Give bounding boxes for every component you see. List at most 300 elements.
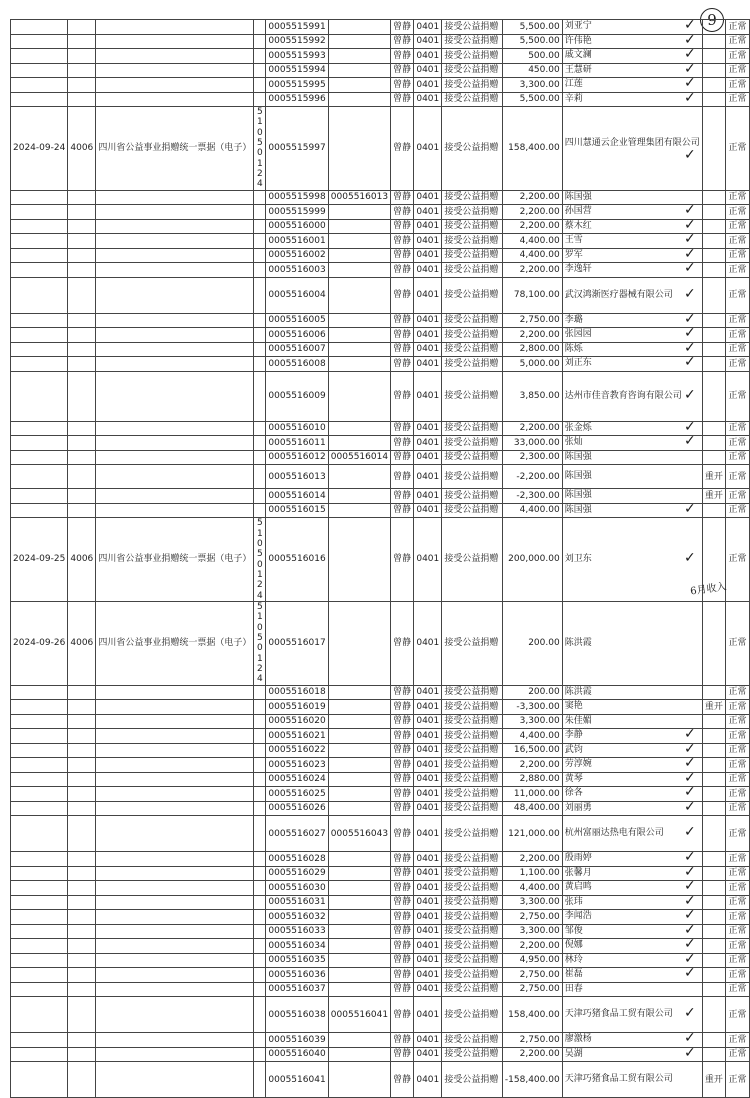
batch-cell: [68, 895, 96, 910]
check-mark-icon: ✓: [683, 342, 696, 356]
code-cell: [254, 866, 266, 881]
reference-cell: [328, 939, 390, 954]
check-mark-icon: ✓: [683, 204, 696, 219]
payer-cell: 张金烁 ✓: [562, 421, 702, 436]
receipt-number-cell: 0005516034: [266, 939, 328, 954]
type-cell: 接受公益捐赠: [442, 63, 502, 78]
operator-cell: 曾静: [391, 910, 414, 925]
type-cell: 接受公益捐赠: [442, 190, 502, 205]
operator-cell: 曾静: [391, 313, 414, 328]
status-cell: 正常: [725, 758, 749, 773]
reference-cell: [328, 205, 390, 220]
operator-cell: 曾静: [391, 787, 414, 802]
type-cell: 接受公益捐赠: [442, 816, 502, 852]
date-cell: [11, 852, 68, 867]
date-cell: [11, 263, 68, 278]
operator-cell: 曾静: [391, 729, 414, 744]
void-cell: [702, 263, 725, 278]
payer-cell: 王慧研 ✓: [562, 63, 702, 78]
account-code-cell: 0401: [414, 63, 442, 78]
operator-cell: 曾静: [391, 205, 414, 220]
void-cell: [702, 78, 725, 93]
table-row: [11, 107, 750, 191]
category-cell: [96, 63, 254, 78]
table-row: [11, 895, 750, 910]
batch-cell: [68, 881, 96, 896]
status-cell: 正常: [725, 107, 749, 191]
table-row: [11, 518, 750, 602]
void-cell: [702, 34, 725, 49]
receipt-number-cell: 0005516041: [266, 1062, 328, 1098]
receipt-number-cell: 0005516007: [266, 342, 328, 357]
category-cell: [96, 234, 254, 249]
operator-cell: 曾静: [391, 881, 414, 896]
check-mark-icon: ✓: [683, 824, 696, 840]
table-row: [11, 190, 750, 205]
table-row: [11, 881, 750, 896]
type-cell: 接受公益捐赠: [442, 881, 502, 896]
account-code-cell: 0401: [414, 313, 442, 328]
operator-cell: 曾静: [391, 465, 414, 489]
date-cell: [11, 450, 68, 465]
category-cell: [96, 924, 254, 939]
receipt-number-cell: 0005516015: [266, 503, 328, 518]
code-cell: [254, 685, 266, 700]
reference-cell: [328, 78, 390, 93]
batch-cell: [68, 801, 96, 816]
batch-cell: [68, 421, 96, 436]
code-cell: [254, 503, 266, 518]
amount-cell: 4,950.00: [502, 953, 562, 968]
date-cell: [11, 758, 68, 773]
category-cell: [96, 714, 254, 729]
code-cell: [254, 910, 266, 925]
table-row: [11, 953, 750, 968]
amount-cell: 2,300.00: [502, 450, 562, 465]
batch-cell: [68, 852, 96, 867]
reference-cell: [328, 602, 390, 686]
receipt-number-cell: 0005516009: [266, 371, 328, 421]
batch-cell: [68, 49, 96, 64]
status-cell: 正常: [725, 787, 749, 802]
type-cell: 接受公益捐赠: [442, 78, 502, 93]
category-cell: [96, 263, 254, 278]
code-cell: [254, 982, 266, 997]
void-cell: [702, 982, 725, 997]
status-cell: 正常: [725, 729, 749, 744]
operator-cell: 曾静: [391, 489, 414, 504]
table-row: [11, 436, 750, 451]
check-mark-icon: ✓: [683, 63, 696, 77]
receipt-number-cell: 0005516032: [266, 910, 328, 925]
void-cell: [702, 968, 725, 983]
account-code-cell: 0401: [414, 866, 442, 881]
void-cell: [702, 190, 725, 205]
date-cell: [11, 436, 68, 451]
status-cell: 正常: [725, 910, 749, 925]
type-cell: 接受公益捐赠: [442, 357, 502, 372]
amount-cell: 16,500.00: [502, 743, 562, 758]
check-mark-icon: ✓: [683, 248, 696, 262]
code-cell: [254, 342, 266, 357]
status-cell: 正常: [725, 20, 749, 35]
code-cell: [254, 758, 266, 773]
receipt-number-cell: 0005516013: [266, 465, 328, 489]
code-cell: [254, 78, 266, 93]
table-row: [11, 924, 750, 939]
status-cell: 正常: [725, 1047, 749, 1062]
account-code-cell: 0401: [414, 852, 442, 867]
category-cell: 四川省公益事业捐赠统一票据（电子）: [96, 602, 254, 686]
account-code-cell: 0401: [414, 997, 442, 1033]
payer-cell: 李璐 ✓: [562, 313, 702, 328]
payer-cell: 田春: [562, 982, 702, 997]
table-row: [11, 997, 750, 1033]
type-cell: 接受公益捐赠: [442, 313, 502, 328]
date-cell: [11, 20, 68, 35]
operator-cell: 曾静: [391, 1062, 414, 1098]
code-cell: [254, 852, 266, 867]
category-cell: [96, 939, 254, 954]
code-cell: [254, 787, 266, 802]
account-code-cell: 0401: [414, 234, 442, 249]
category-cell: [96, 881, 254, 896]
type-cell: 接受公益捐赠: [442, 107, 502, 191]
category-cell: [96, 450, 254, 465]
date-cell: 2024-09-25: [11, 518, 68, 602]
status-cell: 正常: [725, 1033, 749, 1048]
reference-cell: [328, 700, 390, 715]
status-cell: 正常: [725, 342, 749, 357]
reference-cell: [328, 436, 390, 451]
account-code-cell: 0401: [414, 518, 442, 602]
batch-cell: [68, 313, 96, 328]
amount-cell: 2,200.00: [502, 328, 562, 343]
batch-cell: [68, 714, 96, 729]
batch-cell: [68, 816, 96, 852]
payer-cell: 辛莉 ✓: [562, 92, 702, 107]
reference-cell: [328, 248, 390, 263]
payer-cell: 刘正东 ✓: [562, 357, 702, 372]
amount-cell: 2,200.00: [502, 190, 562, 205]
operator-cell: 曾静: [391, 758, 414, 773]
category-cell: [96, 772, 254, 787]
receipt-number-cell: 0005516008: [266, 357, 328, 372]
type-cell: 接受公益捐赠: [442, 421, 502, 436]
type-cell: 接受公益捐赠: [442, 518, 502, 602]
void-cell: [702, 219, 725, 234]
receipt-number-cell: 0005516037: [266, 982, 328, 997]
code-cell: [254, 968, 266, 983]
account-code-cell: 0401: [414, 714, 442, 729]
category-cell: [96, 758, 254, 773]
operator-cell: 曾静: [391, 219, 414, 234]
batch-cell: [68, 743, 96, 758]
code-cell: [254, 20, 266, 35]
date-cell: [11, 234, 68, 249]
check-mark-icon: ✓: [683, 772, 696, 786]
receipt-number-cell: 0005516027: [266, 816, 328, 852]
receipt-number-cell: 0005516004: [266, 277, 328, 313]
amount-cell: 4,400.00: [502, 234, 562, 249]
type-cell: 接受公益捐赠: [442, 219, 502, 234]
date-cell: [11, 772, 68, 787]
category-cell: [96, 219, 254, 234]
amount-cell: -2,300.00: [502, 489, 562, 504]
category-cell: [96, 801, 254, 816]
table-row: [11, 371, 750, 421]
table-row: [11, 1062, 750, 1098]
operator-cell: 曾静: [391, 602, 414, 686]
batch-cell: [68, 450, 96, 465]
category-cell: [96, 489, 254, 504]
payer-cell: 李静 ✓: [562, 729, 702, 744]
type-cell: 接受公益捐赠: [442, 371, 502, 421]
type-cell: 接受公益捐赠: [442, 997, 502, 1033]
status-cell: 正常: [725, 743, 749, 758]
table-row: [11, 248, 750, 263]
reference-cell: [328, 772, 390, 787]
receipt-number-cell: 0005516031: [266, 895, 328, 910]
amount-cell: 2,200.00: [502, 421, 562, 436]
category-cell: [96, 852, 254, 867]
code-cell: [254, 714, 266, 729]
status-cell: 正常: [725, 34, 749, 49]
payer-cell: 天津巧猪食品工贸有限公司: [562, 1062, 702, 1098]
void-cell: [702, 503, 725, 518]
reference-cell: [328, 277, 390, 313]
batch-cell: [68, 910, 96, 925]
date-cell: [11, 190, 68, 205]
operator-cell: 曾静: [391, 685, 414, 700]
code-cell: [254, 234, 266, 249]
amount-cell: 2,200.00: [502, 263, 562, 278]
type-cell: 接受公益捐赠: [442, 895, 502, 910]
date-cell: [11, 982, 68, 997]
date-cell: 2024-09-26: [11, 602, 68, 686]
void-cell: [702, 714, 725, 729]
status-cell: 正常: [725, 313, 749, 328]
type-cell: 接受公益捐赠: [442, 263, 502, 278]
operator-cell: 曾静: [391, 1033, 414, 1048]
check-mark-icon: ✓: [683, 880, 696, 895]
reference-cell: 0005516013: [328, 190, 390, 205]
receipt-number-cell: 0005516033: [266, 924, 328, 939]
receipt-number-cell: 0005516005: [266, 313, 328, 328]
reference-cell: [328, 518, 390, 602]
operator-cell: 曾静: [391, 953, 414, 968]
reference-cell: [328, 801, 390, 816]
amount-cell: 33,000.00: [502, 436, 562, 451]
table-row: [11, 263, 750, 278]
account-code-cell: 0401: [414, 219, 442, 234]
type-cell: 接受公益捐赠: [442, 852, 502, 867]
amount-cell: 2,200.00: [502, 852, 562, 867]
batch-cell: [68, 1062, 96, 1098]
date-cell: [11, 277, 68, 313]
account-code-cell: 0401: [414, 49, 442, 64]
receipt-number-cell: 0005516011: [266, 436, 328, 451]
check-mark-icon: ✓: [683, 549, 696, 566]
check-mark-icon: ✓: [683, 503, 696, 517]
account-code-cell: 0401: [414, 816, 442, 852]
operator-cell: 曾静: [391, 518, 414, 602]
check-mark-icon: ✓: [683, 895, 696, 909]
account-code-cell: 0401: [414, 450, 442, 465]
operator-cell: 曾静: [391, 342, 414, 357]
batch-cell: [68, 342, 96, 357]
amount-cell: 5,000.00: [502, 357, 562, 372]
check-mark-icon: ✓: [683, 327, 696, 342]
status-cell: 正常: [725, 714, 749, 729]
status-cell: 正常: [725, 1062, 749, 1098]
void-cell: [702, 816, 725, 852]
account-code-cell: 0401: [414, 743, 442, 758]
date-cell: [11, 910, 68, 925]
operator-cell: 曾静: [391, 450, 414, 465]
account-code-cell: 0401: [414, 190, 442, 205]
operator-cell: 曾静: [391, 20, 414, 35]
check-mark-icon: ✓: [683, 909, 696, 924]
check-mark-icon: ✓: [683, 757, 696, 772]
amount-cell: 4,400.00: [502, 248, 562, 263]
reference-cell: [328, 421, 390, 436]
code-cell: [254, 1047, 266, 1062]
code-cell: [254, 34, 266, 49]
payer-cell: 杭州富丽达热电有限公司 ✓: [562, 816, 702, 852]
code-cell: [254, 801, 266, 816]
amount-cell: -2,200.00: [502, 465, 562, 489]
status-cell: 正常: [725, 263, 749, 278]
operator-cell: 曾静: [391, 743, 414, 758]
status-cell: 正常: [725, 924, 749, 939]
receipt-number-cell: 0005516029: [266, 866, 328, 881]
status-cell: 正常: [725, 503, 749, 518]
date-cell: [11, 313, 68, 328]
table-row: [11, 939, 750, 954]
account-code-cell: 0401: [414, 729, 442, 744]
payer-cell: 张玮 ✓: [562, 895, 702, 910]
date-cell: [11, 1033, 68, 1048]
code-cell: [254, 263, 266, 278]
type-cell: 接受公益捐赠: [442, 1062, 502, 1098]
type-cell: 接受公益捐赠: [442, 49, 502, 64]
check-mark-icon: ✓: [683, 262, 696, 277]
status-cell: 正常: [725, 205, 749, 220]
status-cell: 正常: [725, 277, 749, 313]
account-code-cell: 0401: [414, 107, 442, 191]
type-cell: 接受公益捐赠: [442, 248, 502, 263]
receipt-number-cell: 0005516012: [266, 450, 328, 465]
operator-cell: 曾静: [391, 816, 414, 852]
payer-cell: 戚文澜 ✓: [562, 49, 702, 64]
check-mark-icon: ✓: [683, 147, 696, 164]
amount-cell: 48,400.00: [502, 801, 562, 816]
check-mark-icon: ✓: [683, 48, 696, 62]
table-row: [11, 700, 750, 715]
payer-cell: 武钧 ✓: [562, 743, 702, 758]
batch-cell: [68, 866, 96, 881]
code-cell: [254, 729, 266, 744]
reference-cell: [328, 895, 390, 910]
date-cell: [11, 371, 68, 421]
payer-cell: 劳淳婉 ✓: [562, 758, 702, 773]
operator-cell: 曾静: [391, 801, 414, 816]
table-row: [11, 743, 750, 758]
date-cell: [11, 1047, 68, 1062]
status-cell: 正常: [725, 953, 749, 968]
account-code-cell: 0401: [414, 1062, 442, 1098]
receipt-number-cell: 0005515998: [266, 190, 328, 205]
receipt-number-cell: 0005515993: [266, 49, 328, 64]
amount-cell: 3,300.00: [502, 78, 562, 93]
amount-cell: 1,100.00: [502, 866, 562, 881]
account-code-cell: 0401: [414, 968, 442, 983]
payer-cell: 崔磊 ✓: [562, 968, 702, 983]
batch-cell: [68, 729, 96, 744]
void-cell: [702, 342, 725, 357]
category-cell: [96, 421, 254, 436]
category-cell: [96, 743, 254, 758]
category-cell: [96, 436, 254, 451]
void-cell: [702, 787, 725, 802]
void-cell: [702, 1033, 725, 1048]
table-row: [11, 489, 750, 504]
receipt-number-cell: 0005516030: [266, 881, 328, 896]
receipt-number-cell: 0005516019: [266, 700, 328, 715]
type-cell: 接受公益捐赠: [442, 939, 502, 954]
account-code-cell: 0401: [414, 205, 442, 220]
payer-cell: 武汉鸿渐医疗器械有限公司 ✓: [562, 277, 702, 313]
table-row: [11, 277, 750, 313]
void-cell: [702, 881, 725, 896]
reference-cell: [328, 357, 390, 372]
reference-cell: [328, 729, 390, 744]
batch-cell: [68, 489, 96, 504]
table-row: [11, 421, 750, 436]
operator-cell: 曾静: [391, 107, 414, 191]
reference-cell: [328, 1047, 390, 1062]
reference-cell: [328, 503, 390, 518]
void-cell: [702, 743, 725, 758]
table-row: [11, 49, 750, 64]
batch-cell: [68, 700, 96, 715]
table-row: [11, 714, 750, 729]
amount-cell: 2,750.00: [502, 968, 562, 983]
category-cell: [96, 78, 254, 93]
batch-cell: [68, 787, 96, 802]
code-cell: [254, 895, 266, 910]
payer-cell: 黄琴 ✓: [562, 772, 702, 787]
receipt-number-cell: 0005516021: [266, 729, 328, 744]
reference-cell: [328, 758, 390, 773]
amount-cell: 2,200.00: [502, 939, 562, 954]
receipt-number-cell: 0005515995: [266, 78, 328, 93]
check-mark-icon: ✓: [683, 1047, 696, 1061]
code-cell: [254, 328, 266, 343]
status-cell: 正常: [725, 421, 749, 436]
type-cell: 接受公益捐赠: [442, 743, 502, 758]
table-row: [11, 328, 750, 343]
type-cell: 接受公益捐赠: [442, 465, 502, 489]
payer-cell: 殷雨婷 ✓: [562, 852, 702, 867]
category-cell: [96, 503, 254, 518]
category-cell: [96, 20, 254, 35]
date-cell: [11, 1062, 68, 1098]
void-cell: [702, 895, 725, 910]
check-mark-icon: ✓: [683, 801, 696, 815]
payer-cell: 天津巧猪食品工贸有限公司 ✓: [562, 997, 702, 1033]
